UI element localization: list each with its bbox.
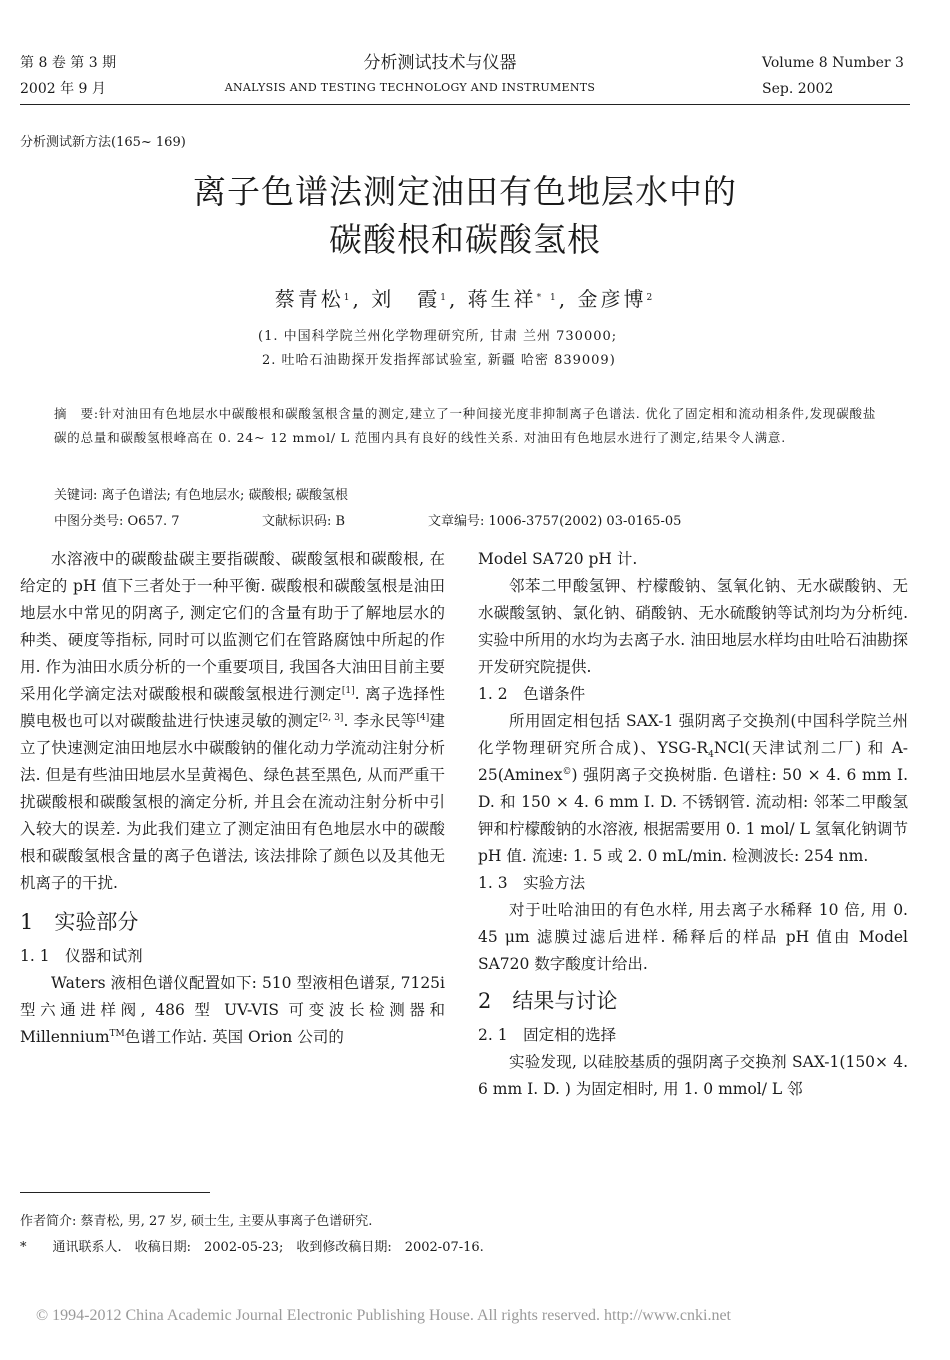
- citation: [2, 3]: [319, 713, 344, 723]
- right-column: [478, 546, 908, 1103]
- intro-paragraph: 水溶液中的碳酸盐碳主要指碳酸、碳酸氢根和碳酸根, 在给定的 pH 值下三者处于一种平衡. 碳酸根和碳酸氢根是油田地层水中常见的阴离子, 测定它们的含量有助于了解地层水的种类、硬度等指标, 同时可以监测它们在管路腐蚀中所起的作用. 作为油田水质分析的一个重要项目, 我国各大油田目前主要采用化学滴定法对碳酸根和碳酸氢根进行测定[1]. 离子选择性膜电极也可以对碳酸盐进行快速灵敏的测定[2, 3]. 李永民等[4]建立了快速测定油田地层水中碳酸钠的催化动力学流动注射分析法. 但是有些油田地层水呈黄褐色、绿色甚至黑色, 从而严重干扰碳酸根和碳酸氢根的滴定分析, 并且会在流动注射分析中引入较大的误差. 为此我们建立了测定油田有色地层水中的碳酸根和碳酸氢根含量的离子色谱法, 该法排除了颜色以及其他无机离子的干扰.: [20, 550, 445, 892]
- citation: [4]: [416, 713, 430, 723]
- paper-title-line1: 离子色谱法测定油田有色地层水中的: [193, 172, 737, 211]
- results-paragraph: 实验发现, 以硅胶基质的强阴离子交换剂 SAX-1(150× 4. 6 mm I. D. ) 为固定相时, 用 1. 0 mmol/ L 邻: [478, 1053, 908, 1098]
- volume-issue-cn: 第 8 卷 第 3 期: [20, 55, 117, 71]
- abstract-label: 摘 要:: [54, 406, 99, 421]
- method-paragraph: 对于吐哈油田的有色水样, 用去离子水稀释 10 倍, 用 0. 45 μm 滤膜过滤后进样. 稀释后的样品 pH 值由 Model SA720 数字酸度计给出.: [478, 901, 908, 973]
- section-heading-2: 2 结果与讨论: [478, 989, 618, 1013]
- affiliation-1: (1. 中国科学院兰州化学物理研究所, 甘肃 兰州 730000;: [258, 329, 618, 344]
- citation: [1]: [341, 686, 355, 696]
- author-list: 蔡青松$^1$, 刘 霞$^1$, 蒋生祥$^{* 1}$, 金彦博$^2$: [274, 287, 656, 311]
- clc-number: 中图分类号: O657. 7: [54, 514, 180, 529]
- registered-mark: ©: [562, 767, 572, 777]
- author-name: 蔡青松: [274, 287, 344, 311]
- author-name: 金彦博: [577, 287, 647, 311]
- document-code: 文献标识码: B: [262, 514, 346, 529]
- copyright-notice: © 1994-2012 China Academic Journal Electronic Publishing House. All rights reserved. http://www.cnki.net: [36, 1307, 731, 1324]
- abstract: [54, 402, 880, 450]
- continued-text: Model SA720 pH 计.: [478, 550, 638, 568]
- keywords: 关键词: 离子色谱法; 有色地层水; 碳酸根; 碳酸氢根: [54, 488, 349, 503]
- journal-title-en: ANALYSIS AND TESTING TECHNOLOGY AND INSTRUMENTS: [224, 81, 596, 94]
- trademark-mark: TM: [109, 1029, 125, 1039]
- author-name: 刘 霞: [371, 287, 441, 311]
- reagents-paragraph: 邻苯二甲酸氢钾、柠檬酸钠、氢氧化钠、无水碳酸钠、无水碳酸氢钠、氯化钠、硝酸钠、无水硫酸钠等试剂均为分析纯. 实验中所用的水均为去离子水. 油田地层水样均由吐哈石油勘探开发研究院提供.: [478, 577, 908, 676]
- contact-footnote: * 通讯联系人. 收稿日期: 2002-05-23; 收到修改稿日期: 2002-07-16.: [20, 1240, 484, 1255]
- volume-issue-en: Volume 8 Number 3: [762, 55, 904, 71]
- article-number: 文章编号: 1006-3757(2002) 03-0165-05: [428, 514, 682, 529]
- paper-title-line2: 碳酸根和碳酸氢根: [329, 220, 601, 259]
- section-label: 分析测试新方法(165~ 169): [20, 135, 186, 150]
- subsection-heading-1-3: 1. 3 实验方法: [478, 874, 586, 892]
- date-en: Sep. 2002: [762, 81, 834, 97]
- subsection-heading-2-1: 2. 1 固定相的选择: [478, 1026, 617, 1044]
- left-column: [20, 546, 445, 1051]
- chromatography-paragraph: 所用固定相包括 SAX-1 强阴离子交换剂(中国科学院兰州化学物理研究所合成)、YSG-$R_4NCl$(天津试剂二厂) 和 A-25(Aminex©) 强阴离子交换树脂. 色谱柱: 50 × 4. 6 mm I. D. 和 150 × 4. 6 mm I. D. 不锈钢管. 流动相: 邻苯二甲酸氢钾和柠檬酸钠的水溶液, 根据需要用 0. 1 mol/ L 氢氧化钠调节 pH 值. 流速: 1. 5 或 2. 0 mL/min. 检测波长: 254 nm.: [478, 712, 908, 865]
- author-bio-footnote: 作者简介: 蔡青松, 男, 27 岁, 硕士生, 主要从事离子色谱研究.: [20, 1214, 373, 1229]
- affiliation-2: 2. 吐哈石油勘探开发指挥部试验室, 新疆 哈密 839009): [262, 353, 616, 368]
- footnote-rule: [20, 1192, 210, 1193]
- instruments-paragraph: Waters 液相色谱仪配置如下: 510 型液相色谱泵, 7125i 型六通进样阀, 486 型 UV-VIS 可变波长检测器和 Millennium™色谱工作站. 英国 Orion 公司的: [20, 974, 445, 1046]
- abstract-text: 针对油田有色地层水中碳酸根和碳酸氢根含量的测定,建立了一种间接光度非抑制离子色谱法. 优化了固定相和流动相条件,发现碳酸盐碳的总量和碳酸氢根峰高在 0. 24~ 12 mmol/ L 范围内具有良好的线性关系. 对油田有色地层水进行了测定,结果令人满意.: [54, 406, 877, 445]
- journal-title-cn: 分析测试技术与仪器: [363, 53, 517, 73]
- date-cn: 2002 年 9 月: [20, 81, 106, 97]
- author-name: 蒋生祥: [467, 287, 537, 311]
- subsection-heading-1-2: 1. 2 色谱条件: [478, 685, 586, 703]
- subsection-heading-1-1: 1. 1 仪器和试剂: [20, 947, 143, 965]
- header-rule: [20, 104, 910, 105]
- section-heading-1: 1 实验部分: [20, 910, 139, 934]
